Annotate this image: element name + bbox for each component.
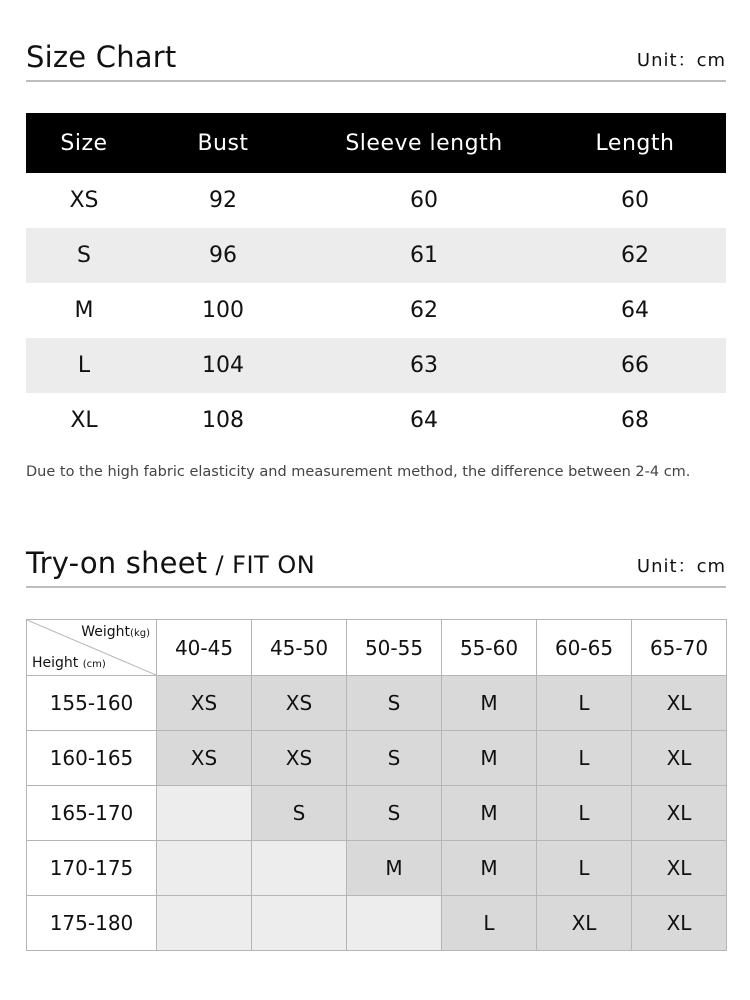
fit-sheet-title-main: Try-on sheet [26, 546, 208, 580]
fit-size-cell: XS [252, 731, 347, 786]
weight-range-header: 40-45 [157, 620, 252, 676]
fit-size-cell: XL [537, 896, 632, 951]
fit-size-cell [157, 786, 252, 841]
size-chart-unit: Unit：cm [636, 50, 726, 71]
fit-size-cell: L [442, 896, 537, 951]
height-range-cell: 170-175 [27, 841, 157, 896]
measurement-note: Due to the high fabric elasticity and measurement method, the difference between 2-4 cm. [26, 464, 691, 480]
fit-size-cell [157, 841, 252, 896]
fit-size-cell: XL [632, 841, 727, 896]
fit-size-cell: S [347, 786, 442, 841]
height-range-cell: 160-165 [27, 731, 157, 786]
sleeve-length-cell: 64 [410, 408, 438, 433]
sleeve-length-cell: 62 [410, 298, 438, 323]
fit-sheet-title-sub: / FIT ON [207, 551, 316, 579]
weight-range-header: 50-55 [347, 620, 442, 676]
fit-sheet-unit: Unit：cm [636, 556, 726, 577]
bust-cell: 96 [142, 228, 304, 283]
bust-cell: 108 [202, 408, 244, 433]
height-range-cell: 155-160 [27, 676, 157, 731]
table-row [26, 173, 726, 228]
sleeve-length-cell: 63 [304, 338, 544, 393]
size-cell: L [26, 338, 142, 393]
column-header-length: Length [544, 113, 726, 173]
length-cell: 64 [621, 298, 649, 323]
table-row [27, 896, 727, 951]
table-row [26, 338, 726, 393]
fit-size-cell: XL [632, 676, 727, 731]
bust-cell: 104 [142, 338, 304, 393]
sleeve-length-cell: 60 [410, 188, 438, 213]
fit-size-cell: XL [632, 786, 727, 841]
fit-sheet-header-row [27, 620, 727, 676]
fit-size-cell: S [347, 676, 442, 731]
fit-size-cell: XS [157, 676, 252, 731]
table-row [27, 731, 727, 786]
bust-cell: 92 [209, 188, 237, 213]
fit-size-cell: XL [632, 896, 727, 951]
fit-size-cell: L [537, 731, 632, 786]
fit-size-cell: M [347, 841, 442, 896]
sleeve-length-cell: 61 [304, 228, 544, 283]
corner-cell [27, 620, 157, 676]
fit-size-cell: M [442, 841, 537, 896]
fit-sheet-header [26, 536, 726, 588]
size-chart-table [26, 113, 726, 448]
column-header-bust: Bust [142, 113, 304, 173]
size-cell: S [26, 228, 142, 283]
height-axis-label: Height (cm) [32, 655, 106, 671]
fit-size-cell: L [537, 786, 632, 841]
length-cell: 62 [544, 228, 726, 283]
table-row [26, 283, 726, 338]
fit-size-cell [157, 896, 252, 951]
height-range-cell: 175-180 [27, 896, 157, 951]
fit-size-cell [252, 896, 347, 951]
fit-size-cell: XS [252, 676, 347, 731]
weight-axis-label: Weight(kg) [81, 624, 150, 640]
fit-size-cell: S [252, 786, 347, 841]
weight-range-header: 60-65 [537, 620, 632, 676]
table-row [26, 393, 726, 448]
size-cell: XS [69, 188, 99, 213]
column-header-sleeve-length: Sleeve length [304, 113, 544, 173]
bust-cell: 100 [202, 298, 244, 323]
table-row [27, 841, 727, 896]
fit-size-cell: XS [157, 731, 252, 786]
size-chart-header-row [26, 113, 726, 173]
column-header-size: Size [26, 113, 142, 173]
fit-size-cell [252, 841, 347, 896]
height-range-cell: 165-170 [27, 786, 157, 841]
table-row [27, 676, 727, 731]
weight-range-header: 65-70 [632, 620, 727, 676]
length-cell: 60 [621, 188, 649, 213]
fit-size-cell: S [347, 731, 442, 786]
length-cell: 68 [621, 408, 649, 433]
fit-size-cell: M [442, 731, 537, 786]
fit-sheet-title [26, 546, 315, 580]
size-cell: M [74, 298, 94, 323]
weight-range-header: 45-50 [252, 620, 347, 676]
table-row [27, 786, 727, 841]
weight-range-header: 55-60 [442, 620, 537, 676]
fit-size-cell: M [442, 786, 537, 841]
fit-size-cell: M [442, 676, 537, 731]
fit-size-cell: L [537, 841, 632, 896]
fit-size-cell: L [537, 676, 632, 731]
fit-size-cell [347, 896, 442, 951]
size-chart-header [26, 30, 726, 82]
size-chart-title: Size Chart [26, 40, 177, 74]
fit-sheet-table [26, 619, 727, 951]
length-cell: 66 [544, 338, 726, 393]
size-cell: XL [70, 408, 98, 433]
fit-size-cell: XL [632, 731, 727, 786]
table-row [26, 228, 726, 283]
